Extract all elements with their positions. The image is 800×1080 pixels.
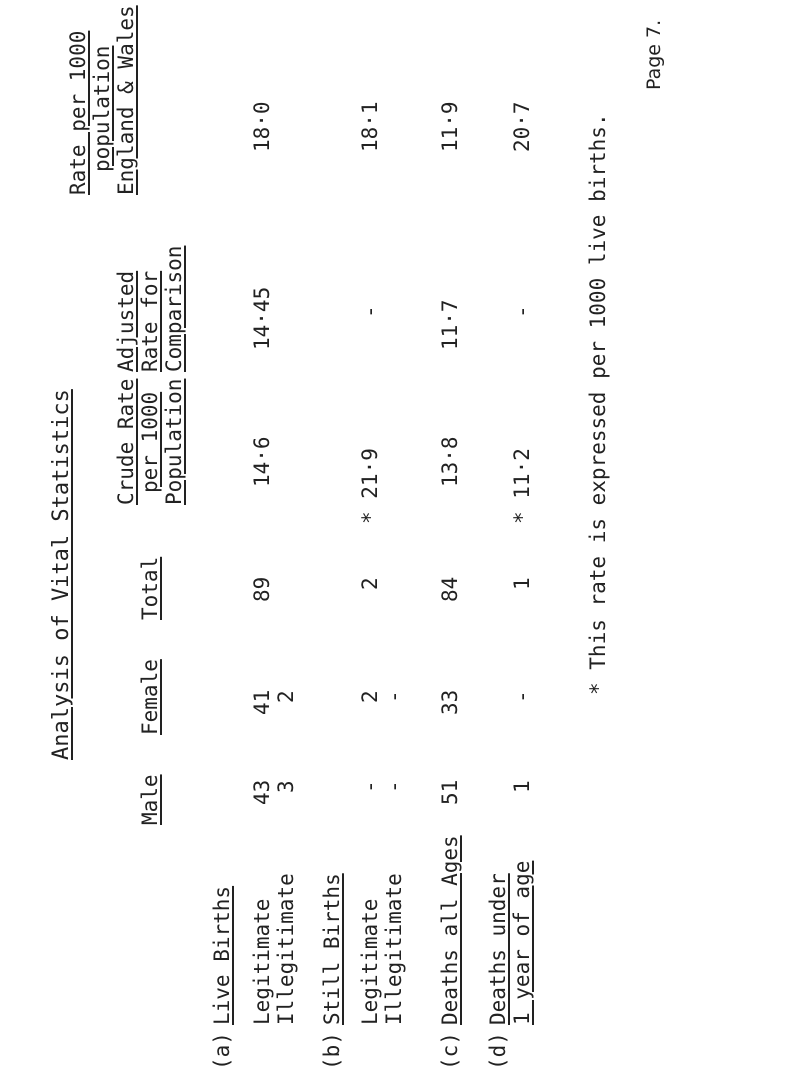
crude-rate-value: * 11·2: [510, 448, 534, 524]
section-prefix: (b): [320, 1032, 344, 1070]
section-heading-line-2: 1 year of age: [510, 860, 534, 1025]
female-value: -: [382, 690, 406, 703]
section-prefix: (d): [486, 1032, 510, 1070]
header-crude-rate-2: per 1000: [138, 391, 162, 493]
ew-rate-value: 11·9: [438, 101, 462, 152]
header-ew-3: England & Wales: [114, 5, 138, 195]
female-value: 33: [438, 689, 462, 715]
page-number: Page 7.: [643, 19, 665, 90]
header-total: Total: [138, 556, 162, 620]
footnote: * This rate is expressed per 1000 live births.: [586, 113, 610, 695]
row-label: Illegitimate: [382, 873, 406, 1025]
row-label: Legitimate: [250, 898, 274, 1025]
total-value: 84: [438, 576, 462, 602]
total-value: 1: [510, 577, 534, 590]
adjusted-rate-value: 14·45: [250, 286, 274, 350]
section-heading: Deaths under: [486, 873, 510, 1025]
crude-rate-value: 13·8: [438, 436, 462, 487]
ew-rate-value: 18·1: [358, 101, 382, 152]
adjusted-rate-value: -: [510, 305, 534, 318]
ew-rate-value: 18·0: [250, 101, 274, 152]
crude-rate-value: * 21·9: [358, 448, 382, 524]
section-heading: Live Births: [210, 885, 234, 1025]
male-value: 3: [274, 780, 298, 793]
header-female: Female: [138, 659, 162, 735]
female-value: -: [510, 690, 534, 703]
male-value: 43: [250, 779, 274, 805]
crude-rate-value: 14·6: [250, 436, 274, 487]
section-prefix: (a): [210, 1032, 234, 1070]
header-ew-1: Rate per 1000: [66, 30, 90, 195]
female-value: 2: [358, 690, 382, 703]
female-value: 41: [250, 689, 274, 715]
section-heading: Still Births: [320, 873, 344, 1025]
header-ew-2: population: [90, 45, 114, 172]
header-crude-rate-1: Crude Rate: [114, 378, 138, 505]
male-value: -: [382, 780, 406, 793]
section-prefix: (c): [438, 1032, 462, 1070]
row-label: Legitimate: [358, 898, 382, 1025]
header-adjusted-2: Rate for: [138, 270, 162, 372]
adjusted-rate-value: 11·7: [438, 299, 462, 350]
header-crude-rate-3: Population: [162, 378, 186, 505]
header-adjusted-3: Comparison: [162, 245, 186, 372]
female-value: 2: [274, 690, 298, 703]
header-male: Male: [138, 774, 162, 825]
male-value: -: [358, 780, 382, 793]
section-heading: Deaths all Ages: [438, 835, 462, 1025]
header-adjusted-1: Adjusted: [114, 270, 138, 372]
ew-rate-value: 20·7: [510, 101, 534, 152]
row-label: Illegitimate: [274, 873, 298, 1025]
male-value: 51: [438, 779, 462, 805]
male-value: 1: [510, 780, 534, 793]
page-title: Analysis of Vital Statistics: [49, 389, 74, 760]
total-value: 89: [250, 576, 274, 602]
adjusted-rate-value: -: [358, 305, 382, 318]
total-value: 2: [358, 577, 382, 590]
